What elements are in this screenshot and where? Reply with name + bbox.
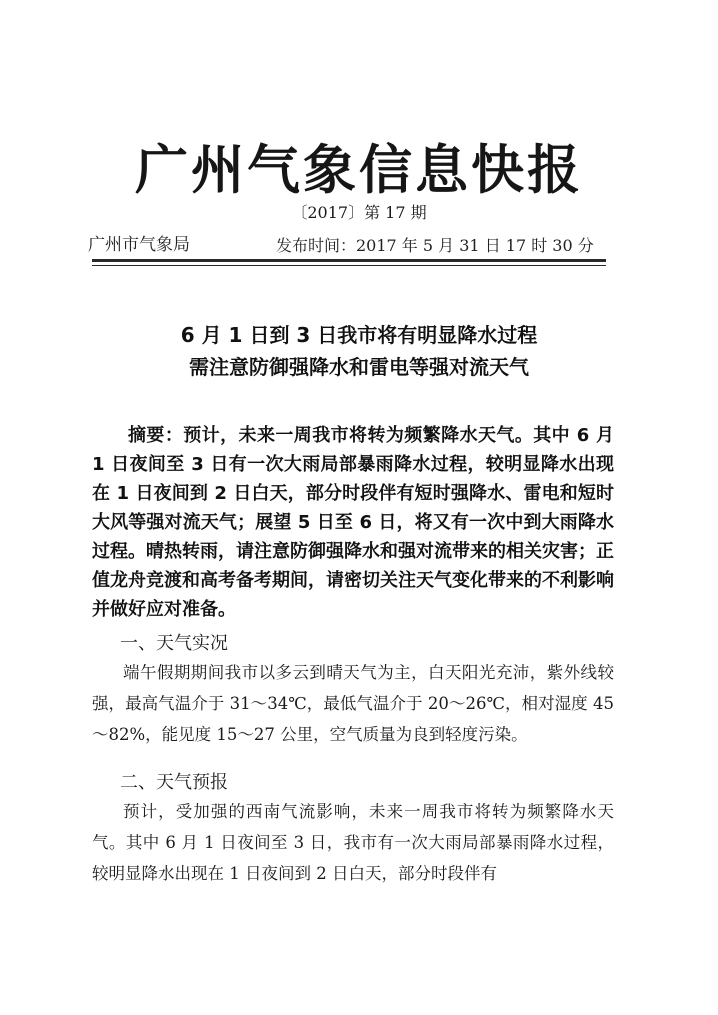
section-title-forecast: 二、天气预报 bbox=[120, 772, 228, 793]
section-title-observations: 一、天气实况 bbox=[120, 633, 228, 654]
abstract-paragraph: 摘要：预计，未来一周我市将转为频繁降水天气。其中 6 月 1 日夜间至 3 日有一次大雨局部暴雨降水过程，较明显降水出现在 1 日夜间到 2 日白天，部分时段伴有短时强降水、雷电和短时大风等强对流天气；展望 5 日至 6 日，将又有一次中到大雨降水过程。晴热转雨，请注意防御强降水和强对流带来的相关灾害；正值龙舟竞渡和高考备考期间，请密切关注天气变化带来的不利影响并做好应对准备。 bbox=[92, 425, 614, 620]
headline-line-2: 需注意防御强降水和雷电等强对流天气 bbox=[189, 355, 529, 379]
headline-line-1: 6 月 1 日到 3 日我市将有明显降水过程 bbox=[180, 323, 538, 347]
section-body-observations: 端午假期期间我市以多云到晴天气为主，白天阳光充沛，紫外线较强，最高气温介于 31～34℃，最低气温介于 20～26℃，相对湿度 45～82%，能见度 15～27 公里，空气质量为良到轻度污染。 bbox=[92, 663, 614, 744]
masthead-title: 广州气象信息快报 bbox=[135, 139, 583, 201]
issue-number: 〔2017〕第 17 期 bbox=[291, 203, 427, 222]
header-rule-thick bbox=[92, 259, 606, 262]
section-body-forecast: 预计，受加强的西南气流影响，未来一周我市将转为频繁降水天气。其中 6 月 1 日夜间至 3 日，我市有一次大雨局部暴雨降水过程，较明显降水出现在 1 日夜间到 2 日白天，部分时段伴有 bbox=[92, 802, 614, 883]
issuer: 广州市气象局 bbox=[88, 235, 190, 255]
header-rule-thin bbox=[92, 265, 606, 266]
publish-time: 发布时间：2017 年 5 月 31 日 17 时 30 分 bbox=[276, 236, 594, 255]
